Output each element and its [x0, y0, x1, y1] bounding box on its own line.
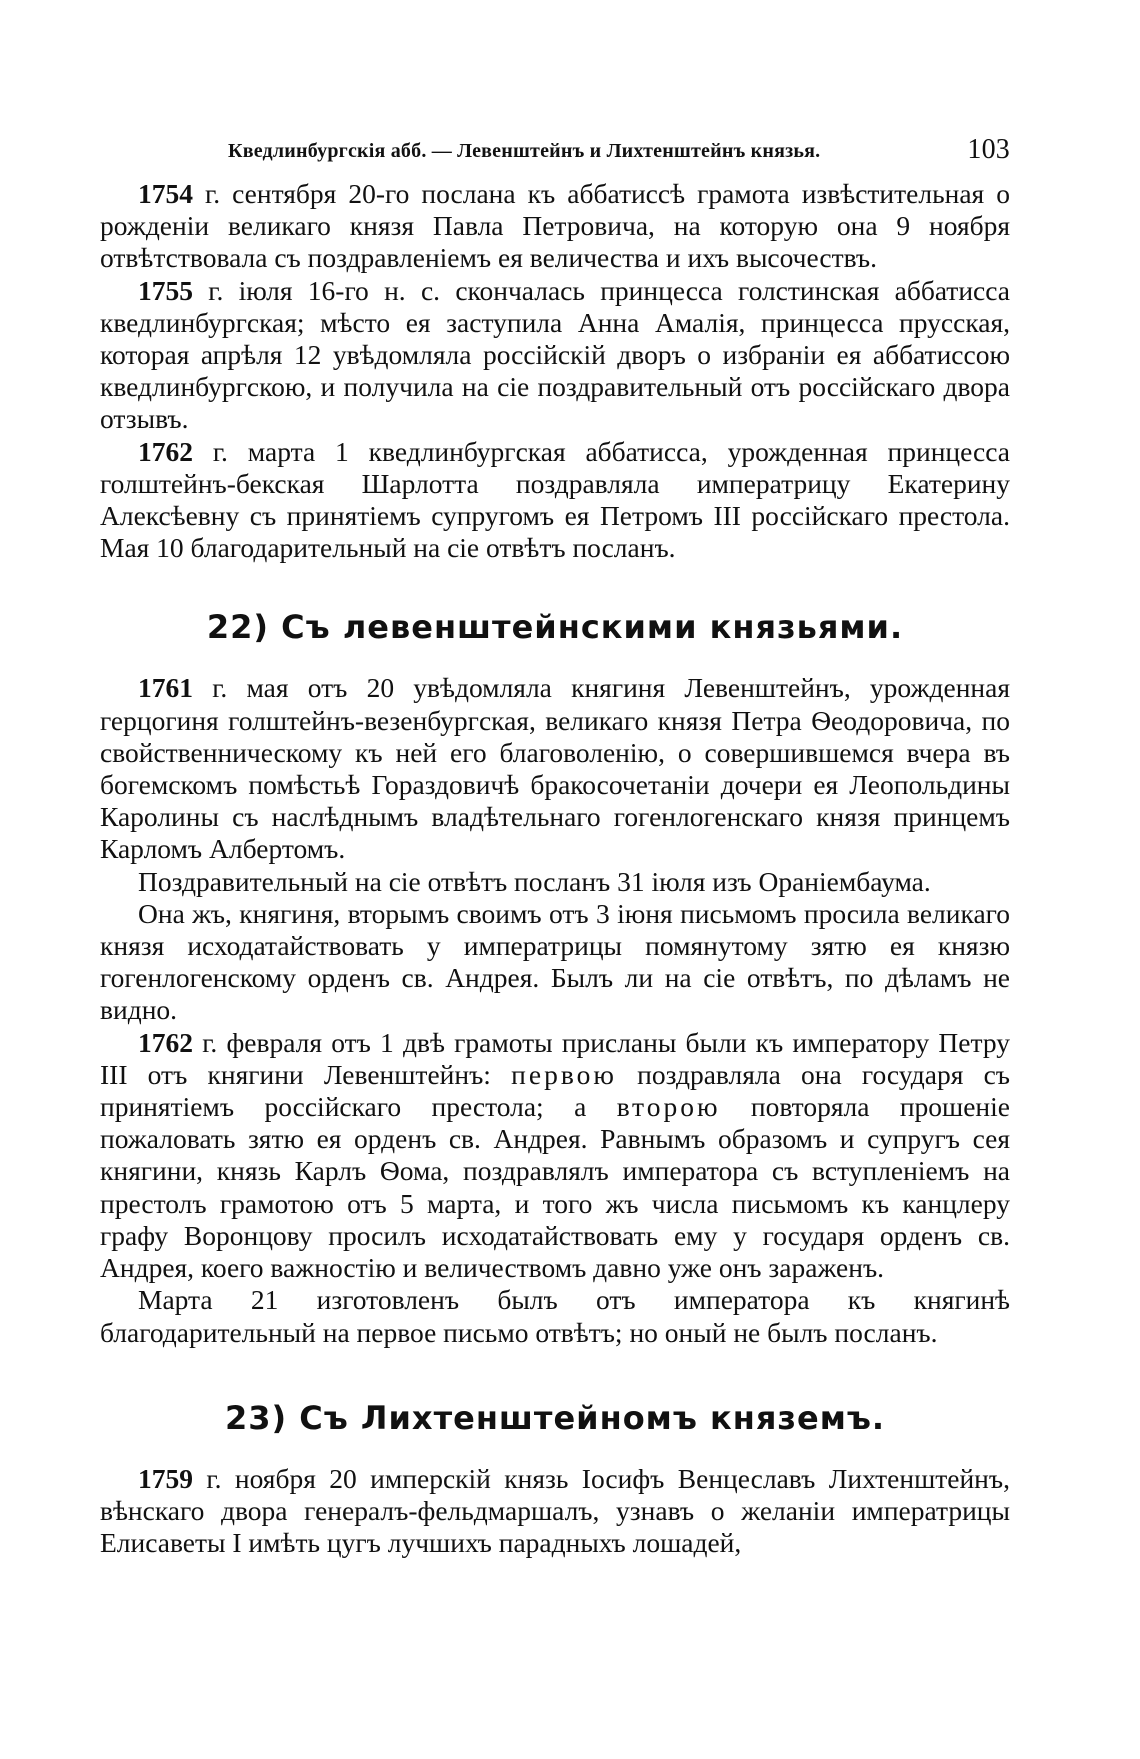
- paragraph-request: [100, 898, 1010, 1027]
- paragraph-1761: [100, 672, 1010, 865]
- section-heading-22: 22) Съ левенштейнскими князьями.: [206, 608, 904, 647]
- spaced-word: первою: [511, 1058, 617, 1090]
- paragraph-text: Она жъ, княгиня, вторымъ своимъ отъ 3 іюня письмомъ просила великаго князя исходатайствовать у императрицы помянутому зятю ея князю гогенлогенскому орденъ св. Андрея. Былъ ли на сіе отвѣтъ, по дѣламъ не видно.: [100, 897, 1010, 1026]
- paragraph-1762-b: [100, 1027, 1010, 1285]
- paragraph-text: г. ноября 20 имперскій князь Іосифъ Венцеславъ Лихтенштейнъ, вѣнскаго двора генералъ-фельдмаршалъ, узнавъ о желаніи императрицы Елисаветы I имѣть цугъ лучшихъ парадныхъ лошадей,: [100, 1462, 1010, 1559]
- book-page: [100, 134, 1010, 1559]
- paragraph-1762-a: [100, 436, 1010, 565]
- paragraph-text: поздравляла она государя съ принятіемъ россійскаго престола; а: [100, 1058, 1010, 1123]
- paragraph-reply: [100, 866, 1010, 898]
- year-label: 1762: [138, 435, 193, 467]
- paragraph-1754: [100, 178, 1010, 275]
- running-head: [100, 134, 1010, 178]
- running-head-title: Кведлинбургскія абб. — Левенштейнъ и Лихтенштейнъ князья.: [228, 140, 821, 162]
- paragraph-1759: [100, 1463, 1010, 1560]
- spaced-word: второю: [616, 1091, 721, 1123]
- page-number: 103: [967, 134, 1010, 165]
- paragraph-text: г. февраля отъ 1 двѣ грамоты присланы были къ императору Петру III отъ княгини Левенштейнъ:: [100, 1026, 1010, 1090]
- paragraph-text: г. сентября 20-го послана къ аббатиссѣ грамота извѣстительная о рожденіи великаго князя Павла Петровича, на которую она 9 ноября отвѣтствовала съ поздравленіемъ ея величества и ихъ высочествъ.: [100, 178, 1010, 274]
- year-label: 1761: [138, 672, 193, 704]
- paragraph-text: г. марта 1 кведлинбургская аббатисса, урожденная принцесса голштейнъ-бекская Шарлотта поздравляла императрицу Екатерину Алексѣевну съ принятіемъ супругомъ ея Петромъ III россійскаго престола. Мая 10 благодарительный на сіе отвѣтъ посланъ.: [100, 435, 1010, 564]
- paragraph-text: Марта 21 изготовленъ былъ отъ императора къ княгинѣ благодарительный на первое письмо отвѣтъ; но оный не былъ посланъ.: [100, 1284, 1010, 1348]
- paragraph-march-21: [100, 1284, 1010, 1348]
- year-label: 1755: [138, 274, 193, 306]
- paragraph-1755: [100, 275, 1010, 436]
- year-label: 1754: [138, 178, 193, 209]
- paragraph-text: Поздравительный на сіе отвѣтъ посланъ 31 іюля изъ Ораніембаума.: [138, 865, 931, 897]
- section-heading-23: 23) Съ Лихтенштейномъ княземъ.: [224, 1398, 886, 1437]
- paragraph-text: г. іюля 16-го н. с. скончалась принцесса голстинская аббатисса кведлинбургская; мѣсто ея заступила Анна Амалія, принцесса прусская, которая апрѣля 12 увѣдомляла россійскій дворъ о избраніи ея аббатиссою кведлинбургскою, и получила на сіе поздравительный отъ россійскаго двора отзывъ.: [100, 274, 1010, 435]
- year-label: 1759: [138, 1462, 193, 1494]
- paragraph-text: повторяла прошеніе пожаловать зятю ея орденъ св. Андрея. Равнымъ образомъ и супругъ сея княгини, князь Карлъ Ѳома, поздравлялъ императора съ вступленіемъ на престолъ грамотою отъ 5 марта, и того жъ числа письмомъ къ канцлеру графу Воронцову просилъ исходатайствовать ему у государя орденъ св. Андрея, коего важностію и величествомъ давно уже онъ зараженъ.: [100, 1091, 1010, 1284]
- year-label: 1762: [138, 1026, 193, 1058]
- paragraph-text: г. мая отъ 20 увѣдомляла княгиня Левенштейнъ, урожденная герцогиня голштейнъ-везенбургская, великаго князя Петра Ѳеодоровича, по свойственническому къ ней его благоволенію, о совершившемся вчера въ богемскомъ помѣстьѣ Гораздовичѣ бракосочетаніи дочери ея Леопольдины Каролины съ наслѣднымъ владѣтельнаго гогенлогенскаго князя принцемъ Карломъ Албертомъ.: [100, 672, 1010, 865]
